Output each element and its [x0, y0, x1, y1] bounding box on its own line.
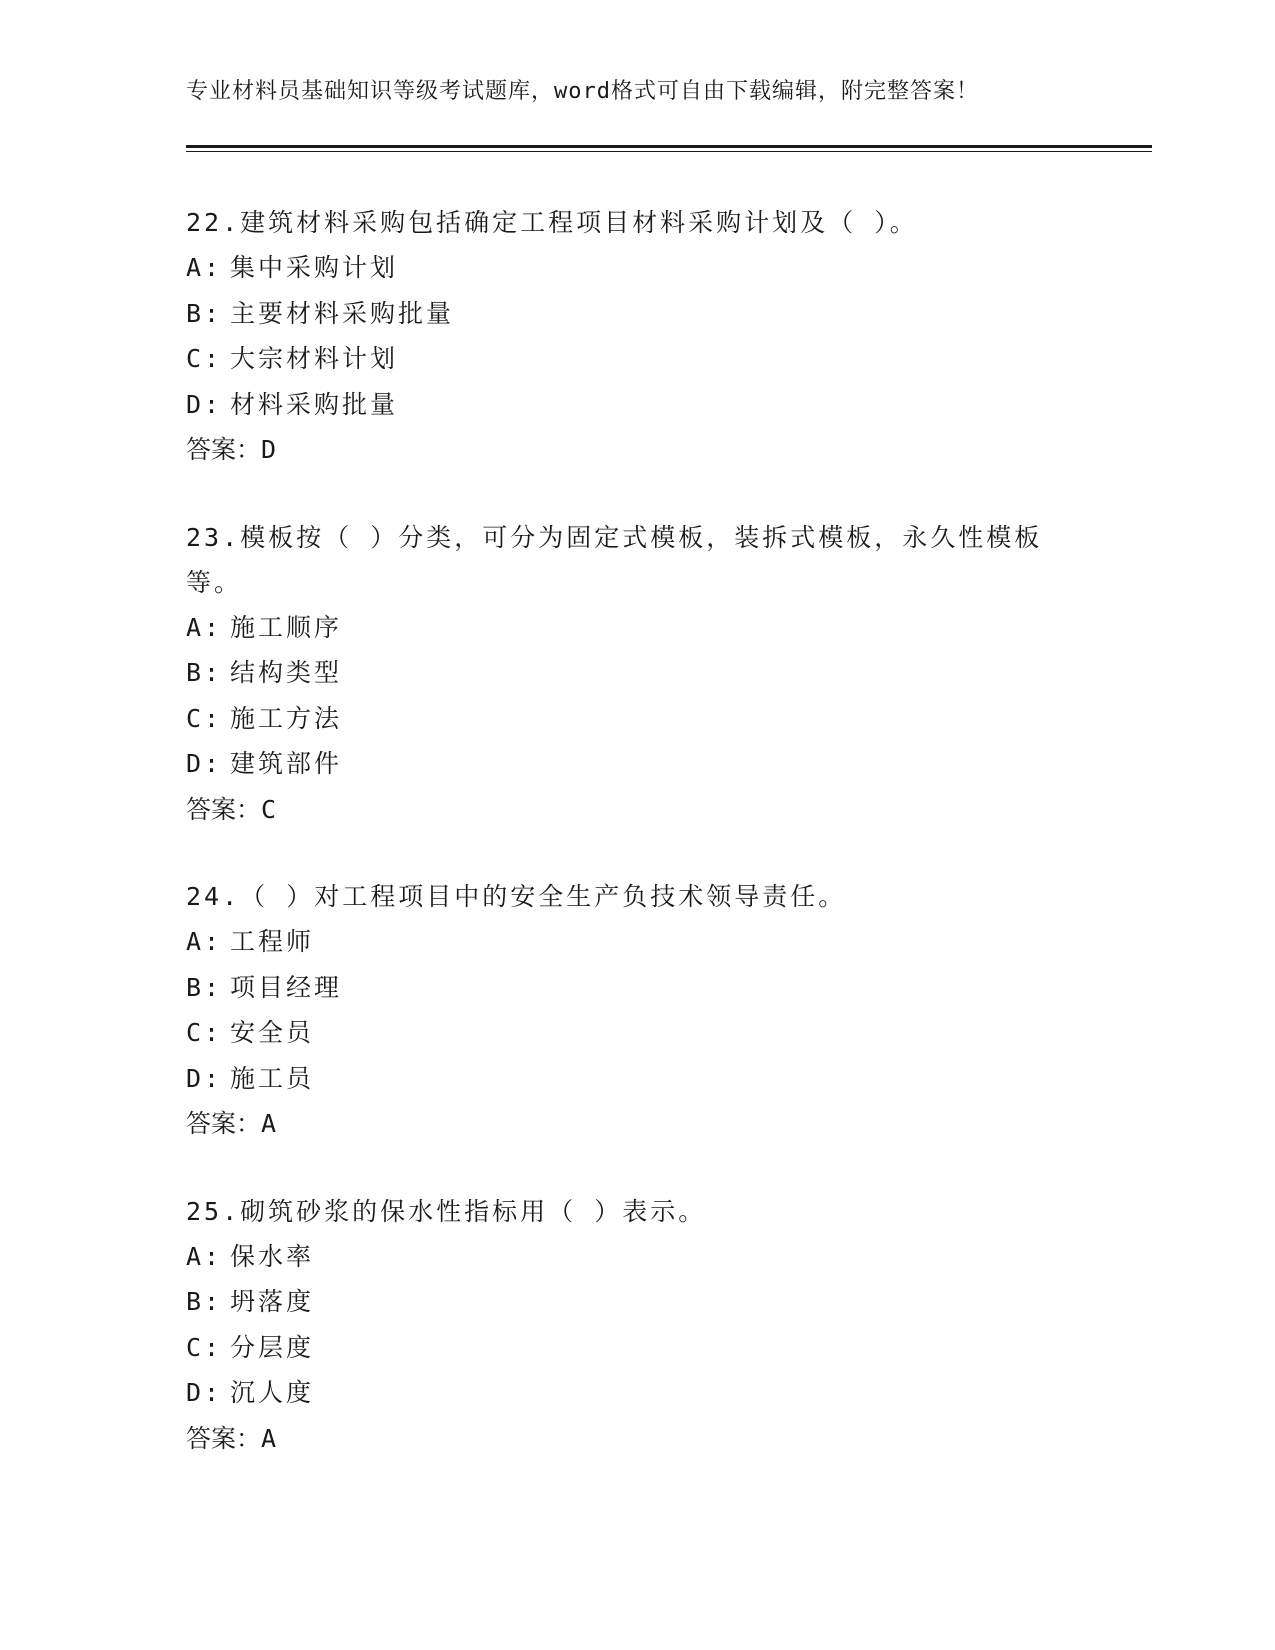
option-d — [186, 1370, 1066, 1416]
option-text: 施工顺序 — [230, 612, 343, 642]
option-letter: A: — [186, 1241, 223, 1271]
option-letter: C: — [186, 1332, 223, 1362]
option-text: 主要材料采购批量 — [230, 298, 455, 328]
option-letter: B: — [186, 658, 223, 687]
option-text: 大宗材料计划 — [230, 344, 399, 373]
answer-label: 答案： — [186, 794, 262, 824]
answer-value: A — [261, 1109, 277, 1138]
option-text: 项目经理 — [230, 972, 343, 1002]
question-stem: 25.砌筑砂浆的保水性指标用（ ）表示。 — [186, 1196, 707, 1226]
option-letter: A: — [186, 612, 223, 642]
answer-label: 答案： — [186, 1423, 262, 1453]
option-d — [186, 741, 1066, 787]
option-c — [186, 1010, 1066, 1056]
option-letter: D: — [186, 1378, 223, 1407]
answer-value: D — [261, 435, 277, 464]
answer-value: C — [261, 794, 277, 824]
option-text: 施工员 — [230, 1063, 315, 1093]
question-stem: 22.建筑材料采购包括确定工程项目材料采购计划及（ ）。 — [186, 208, 918, 237]
option-text: 坍落度 — [230, 1287, 315, 1316]
option-text: 建筑部件 — [230, 749, 343, 778]
option-text: 保水率 — [230, 1241, 315, 1271]
option-c — [186, 336, 1066, 382]
option-b — [186, 291, 1066, 337]
option-letter: B: — [186, 298, 223, 328]
option-letter: B: — [186, 1287, 223, 1316]
answer-line — [186, 1101, 1066, 1147]
option-letter: C: — [186, 703, 223, 733]
option-letter: D: — [186, 389, 223, 419]
header-rule-thick — [186, 145, 1152, 148]
option-a — [186, 605, 1066, 651]
option-b — [186, 1279, 1066, 1325]
question-list — [186, 200, 1066, 1503]
option-text: 沉人度 — [230, 1378, 315, 1407]
answer-value: A — [261, 1423, 277, 1453]
option-letter: D: — [186, 749, 223, 778]
question-stem: 24.（ ）对工程项目中的安全生产负技术领导责任。 — [186, 882, 847, 911]
answer-label: 答案： — [186, 435, 262, 464]
option-letter: A: — [186, 927, 223, 956]
option-letter: C: — [186, 344, 223, 373]
option-text: 材料采购批量 — [230, 389, 399, 419]
question-22 — [186, 200, 1066, 473]
option-text: 工程师 — [230, 927, 315, 956]
option-a — [186, 245, 1066, 291]
option-d — [186, 382, 1066, 428]
answer-line — [186, 787, 1066, 833]
option-b — [186, 650, 1066, 696]
question-stem: 23.模板按（ ）分类，可分为固定式模板，装拆式模板，永久性模板等。 — [186, 522, 1043, 597]
answer-label: 答案： — [186, 1109, 262, 1138]
option-b — [186, 965, 1066, 1011]
option-c — [186, 696, 1066, 742]
answer-line — [186, 1416, 1066, 1462]
question-24 — [186, 874, 1066, 1147]
option-a — [186, 919, 1066, 965]
header-rule-thin — [186, 151, 1152, 152]
option-text: 结构类型 — [230, 658, 343, 687]
option-text: 分层度 — [230, 1332, 315, 1362]
document-header: 专业材料员基础知识等级考试题库，word格式可自由下载编辑，附完整答案！ — [186, 79, 979, 104]
option-letter: D: — [186, 1063, 223, 1093]
question-23 — [186, 515, 1066, 833]
option-d — [186, 1056, 1066, 1102]
question-25 — [186, 1189, 1066, 1462]
answer-line — [186, 427, 1066, 473]
option-c — [186, 1325, 1066, 1371]
option-a — [186, 1234, 1066, 1280]
option-text: 集中采购计划 — [230, 253, 399, 282]
option-letter: C: — [186, 1018, 223, 1047]
option-letter: B: — [186, 972, 223, 1002]
option-text: 安全员 — [230, 1018, 315, 1047]
option-text: 施工方法 — [230, 703, 343, 733]
option-letter: A: — [186, 253, 223, 282]
